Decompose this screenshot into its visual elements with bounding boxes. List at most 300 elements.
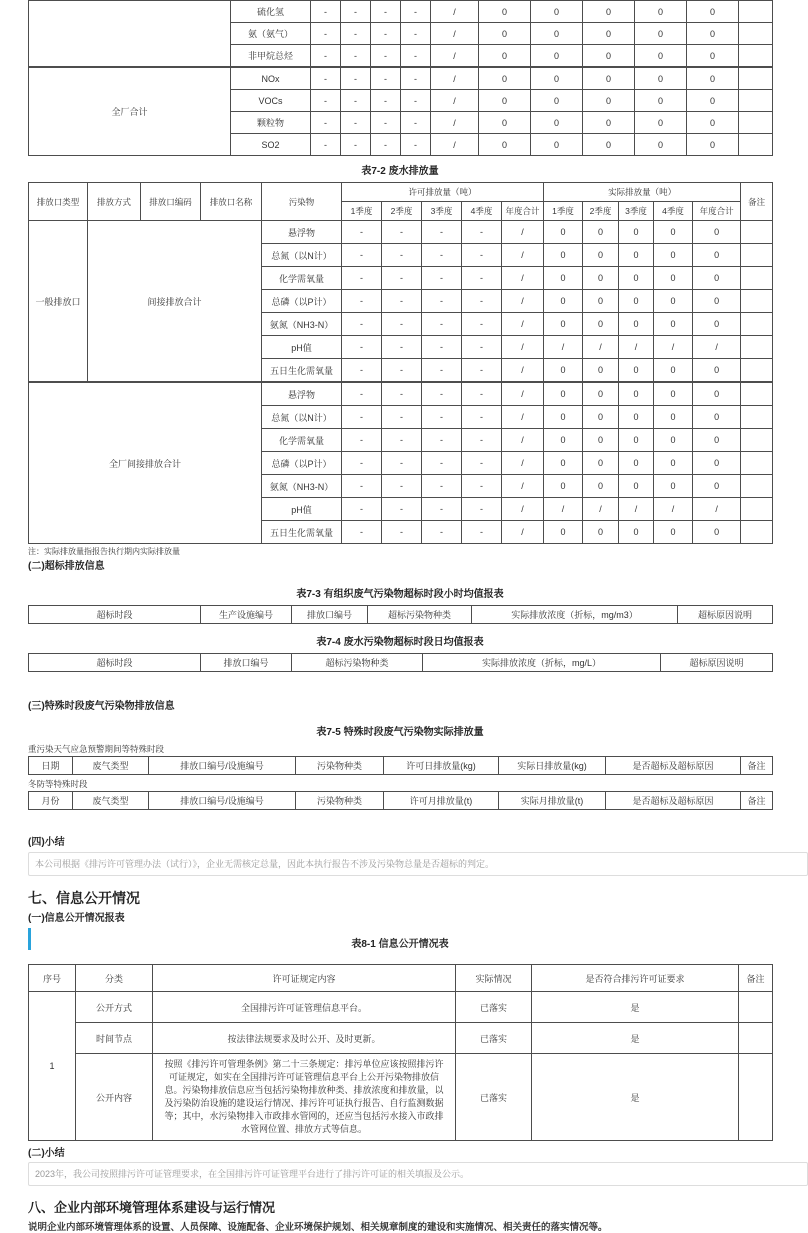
- table-cell: [29, 1, 231, 68]
- header-cell: 许可排放量（吨）: [342, 183, 544, 202]
- table-cell: -: [401, 90, 431, 112]
- exceedance-daily-table: [28, 653, 772, 672]
- table-cell: /: [502, 244, 544, 267]
- table-cell: 是: [532, 992, 739, 1023]
- table-cell: -: [342, 382, 382, 406]
- table-cell: 氨（氨气）: [231, 23, 311, 45]
- table-cell: -: [342, 267, 382, 290]
- table-cell: pH值: [262, 498, 342, 521]
- table-cell: -: [422, 359, 462, 383]
- table-cell: /: [544, 498, 583, 521]
- table-cell: 化学需氧量: [262, 267, 342, 290]
- table-cell: [741, 267, 773, 290]
- header-cell: 生产设施编号: [201, 606, 292, 624]
- table-cell: 0: [479, 1, 531, 23]
- header-cell: 排放口编号/设施编号: [149, 757, 296, 775]
- table-cell: VOCs: [231, 90, 311, 112]
- table-cell: /: [619, 498, 654, 521]
- table-cell: -: [341, 1, 371, 23]
- table-cell: /: [654, 498, 693, 521]
- table-cell: 全厂间接排放合计: [29, 382, 262, 544]
- table-cell: -: [422, 452, 462, 475]
- table-cell: -: [382, 267, 422, 290]
- header-cell: 排放口编码: [141, 183, 201, 221]
- table-cell: NOx: [231, 67, 311, 90]
- table-cell: [741, 313, 773, 336]
- exceedance-hourly-table: [28, 605, 772, 624]
- table-cell: [741, 429, 773, 452]
- header-cell: 废气类型: [73, 757, 149, 775]
- header-cell: 实际月排放量(t): [499, 792, 606, 810]
- table-cell: 0: [583, 313, 619, 336]
- header-cell: 排放口编号/设施编号: [149, 792, 296, 810]
- table-cell: 0: [583, 90, 635, 112]
- header-cell: 许可证规定内容: [153, 965, 456, 992]
- table-cell: [739, 992, 773, 1023]
- table-cell: -: [462, 498, 502, 521]
- table-cell: -: [311, 1, 341, 23]
- table-cell: -: [371, 90, 401, 112]
- table-cell: -: [401, 45, 431, 68]
- table-cell: [741, 221, 773, 244]
- table-cell: 0: [654, 406, 693, 429]
- special-period-note-heavy-pollution: 重污染天气应急预警期间等特殊时段: [28, 744, 165, 754]
- table-cell: [741, 521, 773, 544]
- table-cell: /: [583, 498, 619, 521]
- table-cell: 全厂合计: [29, 67, 231, 156]
- table-cell: 0: [619, 359, 654, 383]
- table-cell: 非甲烷总烃: [231, 45, 311, 68]
- table-cell: 总磷（以P计）: [262, 290, 342, 313]
- table-cell: 0: [583, 134, 635, 156]
- header-cell: 4季度: [654, 202, 693, 221]
- table-cell: -: [462, 429, 502, 452]
- header-cell: 年度合计: [693, 202, 741, 221]
- header-cell: 排放口编号: [292, 606, 368, 624]
- table-cell: -: [382, 244, 422, 267]
- table-cell: -: [371, 67, 401, 90]
- section-8-description: 说明企业内部环境管理体系的设置、人员保障、设施配备、企业环境保护规划、相关规章制度的建设和实施情况、相关责任的落实情况等。: [28, 1222, 608, 1233]
- table-cell: /: [502, 336, 544, 359]
- header-cell: 备注: [739, 965, 773, 992]
- table-cell: 全国排污许可证管理信息平台。: [153, 992, 456, 1023]
- table-cell: -: [382, 406, 422, 429]
- table-cell: 0: [544, 406, 583, 429]
- table-cell: 0: [619, 429, 654, 452]
- table-cell: /: [431, 67, 479, 90]
- table-cell: /: [502, 498, 544, 521]
- table-cell: 0: [531, 67, 583, 90]
- table-cell: 0: [619, 475, 654, 498]
- table-cell: /: [502, 452, 544, 475]
- table-cell: -: [382, 359, 422, 383]
- table-cell: -: [462, 313, 502, 336]
- table-cell: -: [462, 336, 502, 359]
- table-cell: /: [619, 336, 654, 359]
- table-cell: [739, 90, 773, 112]
- header-cell: 排放口名称: [201, 183, 262, 221]
- table-cell: -: [462, 244, 502, 267]
- table-cell: -: [422, 336, 462, 359]
- table-cell: /: [502, 382, 544, 406]
- header-cell: 超标原因说明: [661, 654, 773, 672]
- table-cell: /: [431, 134, 479, 156]
- table-cell: 0: [583, 382, 619, 406]
- header-cell: 分类: [76, 965, 153, 992]
- table-cell: 0: [619, 244, 654, 267]
- table-cell: 总氮（以N计）: [262, 244, 342, 267]
- table-cell: 0: [693, 290, 741, 313]
- table-cell: [741, 498, 773, 521]
- header-cell: 备注: [741, 757, 773, 775]
- table-cell: -: [342, 221, 382, 244]
- table-cell: /: [544, 336, 583, 359]
- table-cell: 0: [619, 221, 654, 244]
- header-cell: 备注: [741, 183, 773, 221]
- special-period-daily-table: [28, 756, 772, 775]
- header-cell: 3季度: [422, 202, 462, 221]
- table-cell: -: [311, 134, 341, 156]
- table-cell: 五日生化需氧量: [262, 359, 342, 383]
- table-cell: 0: [583, 290, 619, 313]
- table-cell: -: [342, 336, 382, 359]
- table-cell: /: [693, 498, 741, 521]
- table-cell: [741, 406, 773, 429]
- table-cell: 0: [544, 267, 583, 290]
- table-7-4-title: 表7-4 废水污染物超标时段日均值报表: [316, 637, 484, 648]
- table-cell: -: [382, 290, 422, 313]
- header-cell: 超标原因说明: [678, 606, 773, 624]
- table-cell: 0: [531, 45, 583, 68]
- table-cell: /: [693, 336, 741, 359]
- header-cell: 2季度: [382, 202, 422, 221]
- table-cell: /: [431, 23, 479, 45]
- table-cell: 0: [654, 452, 693, 475]
- table-cell: 0: [619, 452, 654, 475]
- table-cell: 0: [654, 521, 693, 544]
- special-period-note-winter: 冬防等特殊时段: [28, 779, 88, 789]
- header-cell: 序号: [29, 965, 76, 992]
- table-cell: 0: [619, 521, 654, 544]
- summary-7-input[interactable]: 本公司根据《排污许可管理办法（试行）》，企业无需核定总量，因此本执行报告不涉及污染物总量是否超标的判定。: [28, 852, 808, 876]
- summary-8-input[interactable]: 2023年，我公司按照排污许可证管理要求，在全国排污许可证管理平台进行了排污许可证的相关填报及公示。: [28, 1162, 808, 1186]
- table-cell: -: [382, 498, 422, 521]
- table-cell: [741, 452, 773, 475]
- table-cell: -: [342, 313, 382, 336]
- table-cell: -: [462, 452, 502, 475]
- table-cell: -: [462, 290, 502, 313]
- table-cell: 0: [619, 290, 654, 313]
- table-cell: 0: [531, 134, 583, 156]
- header-cell: 超标污染物种类: [292, 654, 423, 672]
- table-cell: 硫化氢: [231, 1, 311, 23]
- table-cell: -: [422, 290, 462, 313]
- table-cell: /: [431, 90, 479, 112]
- table-cell: -: [342, 290, 382, 313]
- header-cell: 日期: [29, 757, 73, 775]
- table-cell: 0: [687, 90, 739, 112]
- header-cell: 1季度: [342, 202, 382, 221]
- table-cell: 0: [479, 112, 531, 134]
- table-cell: [739, 1023, 773, 1054]
- table-cell: 0: [583, 244, 619, 267]
- table-cell: -: [371, 23, 401, 45]
- header-cell: 1季度: [544, 202, 583, 221]
- table-cell: 0: [479, 90, 531, 112]
- header-cell: 超标时段: [29, 654, 201, 672]
- table-cell: [741, 244, 773, 267]
- table-cell: 0: [583, 267, 619, 290]
- table-cell: 0: [583, 406, 619, 429]
- table-cell: -: [341, 90, 371, 112]
- header-cell: 排放口编号: [201, 654, 292, 672]
- header-cell: 许可日排放量(kg): [384, 757, 499, 775]
- header-cell: 污染物: [262, 183, 342, 221]
- table-cell: 五日生化需氧量: [262, 521, 342, 544]
- table-cell: -: [382, 521, 422, 544]
- table-cell: [739, 112, 773, 134]
- table-cell: -: [342, 521, 382, 544]
- table-cell: 0: [693, 244, 741, 267]
- flue-gas-annual-table: [28, 0, 772, 156]
- table-cell: 0: [635, 67, 687, 90]
- table-cell: 0: [544, 382, 583, 406]
- table-cell: -: [311, 23, 341, 45]
- table-cell: 0: [531, 112, 583, 134]
- table-cell: 是: [532, 1023, 739, 1054]
- header-cell: 备注: [741, 792, 773, 810]
- table-cell: 0: [544, 290, 583, 313]
- header-cell: 3季度: [619, 202, 654, 221]
- table-cell: 0: [583, 452, 619, 475]
- table-cell: -: [341, 45, 371, 68]
- table-cell: 化学需氧量: [262, 429, 342, 452]
- table-cell: /: [502, 267, 544, 290]
- table-cell: [739, 23, 773, 45]
- table-cell: 0: [687, 134, 739, 156]
- table-cell: -: [311, 45, 341, 68]
- table-cell: -: [371, 112, 401, 134]
- table-cell: 0: [687, 67, 739, 90]
- table-cell: 0: [583, 67, 635, 90]
- table-cell: 0: [619, 406, 654, 429]
- header-cell: 污染物种类: [296, 792, 384, 810]
- table-cell: SO2: [231, 134, 311, 156]
- header-cell: 是否超标及超标原因: [606, 792, 741, 810]
- table-cell: 0: [583, 475, 619, 498]
- table-cell: -: [382, 452, 422, 475]
- table-cell: 氨氮（NH3-N）: [262, 313, 342, 336]
- table-cell: -: [342, 359, 382, 383]
- table-cell: 0: [687, 1, 739, 23]
- header-cell: 实际排放浓度（折标，mg/m3）: [472, 606, 678, 624]
- table-cell: -: [342, 406, 382, 429]
- table-cell: -: [342, 498, 382, 521]
- table-cell: /: [502, 359, 544, 383]
- header-cell: 实际日排放量(kg): [499, 757, 606, 775]
- header-cell: 废气类型: [73, 792, 149, 810]
- table-cell: /: [431, 45, 479, 68]
- subheading-special-periods: (三)特殊时段废气污染物排放信息: [28, 701, 175, 712]
- table-cell: 0: [693, 382, 741, 406]
- table-cell: 0: [479, 45, 531, 68]
- table-cell: [739, 45, 773, 68]
- table-cell: -: [462, 267, 502, 290]
- header-cell: 年度合计: [502, 202, 544, 221]
- table-7-3-title: 表7-3 有组织废气污染物超标时段小时均值报表: [296, 589, 504, 600]
- table-cell: /: [583, 336, 619, 359]
- table-cell: 时间节点: [76, 1023, 153, 1054]
- table-cell: 0: [654, 359, 693, 383]
- table-cell: 已落实: [456, 992, 532, 1023]
- table-cell: -: [382, 336, 422, 359]
- table-cell: 0: [693, 475, 741, 498]
- table-cell: -: [341, 67, 371, 90]
- table-cell: [739, 134, 773, 156]
- table-cell: 0: [583, 521, 619, 544]
- table-cell: -: [311, 90, 341, 112]
- table-cell: 0: [693, 452, 741, 475]
- wastewater-discharge-table: [28, 182, 772, 544]
- table-cell: 0: [544, 452, 583, 475]
- special-period-monthly-table: [28, 791, 772, 810]
- table-cell: -: [422, 475, 462, 498]
- table-cell: 是: [532, 1054, 739, 1141]
- table-cell: 0: [635, 90, 687, 112]
- table-cell: /: [502, 221, 544, 244]
- table-cell: -: [462, 406, 502, 429]
- table-cell: 0: [583, 23, 635, 45]
- table-cell: 0: [654, 221, 693, 244]
- table-cell: -: [382, 475, 422, 498]
- table-cell: -: [462, 521, 502, 544]
- table-cell: 0: [693, 429, 741, 452]
- note-actual-discharge: 注：实际排放量指报告执行期内实际排放量: [28, 547, 180, 556]
- table-cell: -: [371, 45, 401, 68]
- table-cell: 按法律法规要求及时公开、及时更新。: [153, 1023, 456, 1054]
- table-cell: 0: [583, 112, 635, 134]
- table-cell: [741, 359, 773, 383]
- table-cell: 0: [693, 267, 741, 290]
- table-cell: -: [422, 313, 462, 336]
- table-cell: 悬浮物: [262, 382, 342, 406]
- table-8-1-header: [28, 930, 772, 956]
- header-cell: 是否符合排污许可证要求: [532, 965, 739, 992]
- table-cell: 按照《排污许可管理条例》第二十三条规定：排污单位应该按照排污许可证规定，如实在全国排污许可证管理信息平台上公开污染物排放信息。污染物排放信息应当包括污染物排放种类、排放浓度和排放量，以及污染防治设施的建设运行情况、排污许可证执行报告、自行监测数据等；其中，水污染物排入市政排水管网的，还应当包括污水接入市政排水管网位置、排放方式等信息。: [153, 1054, 456, 1141]
- table-cell: -: [422, 382, 462, 406]
- table-cell: -: [422, 429, 462, 452]
- table-cell: -: [401, 1, 431, 23]
- table-cell: -: [401, 112, 431, 134]
- table-cell: -: [422, 498, 462, 521]
- header-cell: 是否超标及超标原因: [606, 757, 741, 775]
- table-cell: [741, 290, 773, 313]
- table-cell: 0: [583, 429, 619, 452]
- table-cell: -: [382, 429, 422, 452]
- table-cell: [739, 1054, 773, 1141]
- table-cell: 0: [654, 429, 693, 452]
- table-cell: 0: [635, 112, 687, 134]
- table-cell: 0: [479, 134, 531, 156]
- header-cell: 排放方式: [88, 183, 141, 221]
- table-cell: 0: [654, 382, 693, 406]
- table-cell: -: [422, 267, 462, 290]
- header-cell: 实际排放浓度（折标，mg/L）: [423, 654, 661, 672]
- header-cell: 实际排放量（吨）: [544, 183, 741, 202]
- table-cell: 颗粒物: [231, 112, 311, 134]
- table-cell: [739, 1, 773, 23]
- header-cell: 超标污染物种类: [368, 606, 472, 624]
- table-cell: -: [342, 452, 382, 475]
- table-cell: 0: [654, 244, 693, 267]
- table-cell: 总氮（以N计）: [262, 406, 342, 429]
- header-cell: 超标时段: [29, 606, 201, 624]
- table-cell: 0: [635, 23, 687, 45]
- table-cell: /: [502, 290, 544, 313]
- table-cell: /: [654, 336, 693, 359]
- table-cell: -: [342, 244, 382, 267]
- table-cell: -: [422, 521, 462, 544]
- header-cell: 污染物种类: [296, 757, 384, 775]
- table-cell: 悬浮物: [262, 221, 342, 244]
- info-disclosure-table: [28, 964, 772, 1141]
- table-cell: 间接排放合计: [88, 221, 262, 383]
- table-cell: /: [502, 475, 544, 498]
- table-cell: 0: [619, 313, 654, 336]
- table-cell: 0: [583, 1, 635, 23]
- table-7-5-title: 表7-5 特殊时段废气污染物实际排放量: [316, 727, 484, 738]
- table-cell: -: [342, 475, 382, 498]
- table-cell: 0: [619, 267, 654, 290]
- table-cell: pH值: [262, 336, 342, 359]
- table-cell: -: [462, 221, 502, 244]
- table-cell: 0: [531, 1, 583, 23]
- table-cell: -: [401, 134, 431, 156]
- table-cell: 0: [693, 313, 741, 336]
- table-cell: -: [401, 67, 431, 90]
- table-cell: /: [431, 1, 479, 23]
- table-cell: 0: [544, 313, 583, 336]
- table-cell: -: [311, 112, 341, 134]
- table-cell: /: [502, 521, 544, 544]
- table-cell: [741, 475, 773, 498]
- table-cell: -: [341, 112, 371, 134]
- table-cell: 0: [654, 475, 693, 498]
- table-cell: 已落实: [456, 1023, 532, 1054]
- table-cell: 0: [654, 267, 693, 290]
- section-8-heading: 八、企业内部环境管理体系建设与运行情况: [28, 1200, 276, 1215]
- table-cell: 0: [583, 359, 619, 383]
- table-cell: [741, 382, 773, 406]
- table-cell: -: [382, 382, 422, 406]
- table-cell: 0: [479, 67, 531, 90]
- table-cell: 1: [29, 992, 76, 1141]
- table-cell: -: [311, 67, 341, 90]
- header-cell: 月份: [29, 792, 73, 810]
- table-cell: 0: [635, 45, 687, 68]
- table-cell: 0: [544, 359, 583, 383]
- subheading-summary-7: (四)小结: [28, 837, 65, 848]
- table-cell: -: [462, 382, 502, 406]
- table-cell: 0: [619, 382, 654, 406]
- table-cell: [739, 67, 773, 90]
- table-cell: 0: [531, 90, 583, 112]
- table-cell: -: [382, 313, 422, 336]
- table-cell: 0: [693, 359, 741, 383]
- table-cell: -: [422, 244, 462, 267]
- table-cell: 公开方式: [76, 992, 153, 1023]
- table-cell: /: [431, 112, 479, 134]
